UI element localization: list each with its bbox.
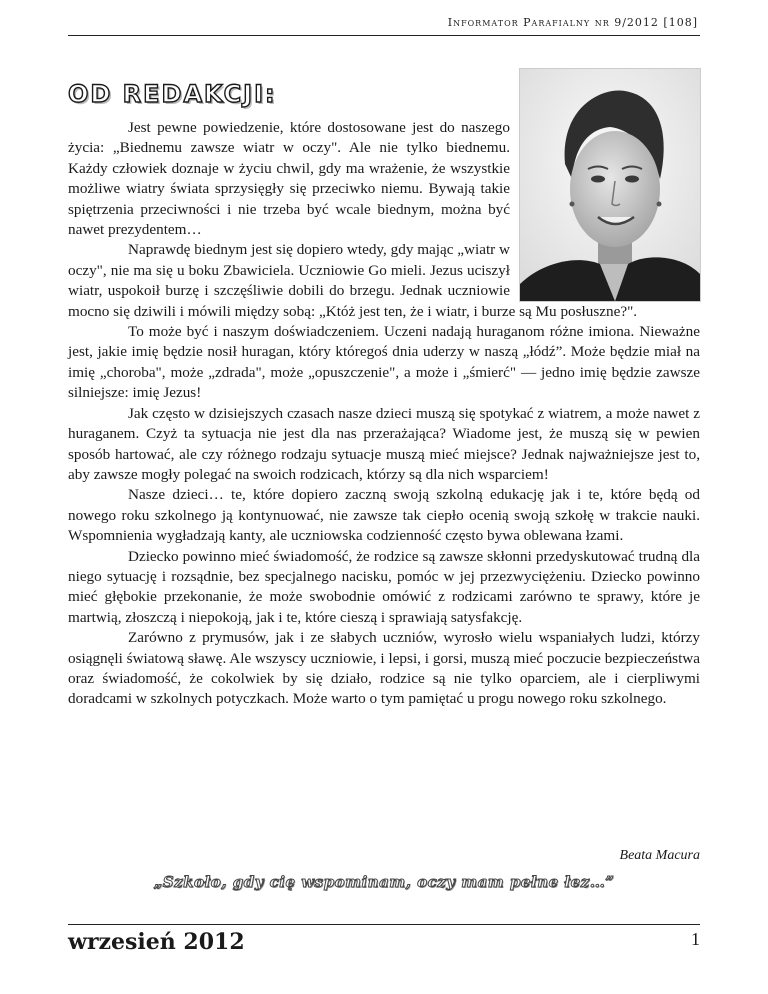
article-paragraph: To może być i naszym doświadczeniem. Uczeni nadają huraganom różne imiona. Nieważne jest, jakie imię będzie nosił huragan, który któregoś dnia uderzy w naszą „łódź”. Może będzie miał na imię „choroba", może „zdrada", może „opuszczenie", a może i „śmierć" — jedno imię będzie zawsze silniejsze: imię Jezus! (68, 323, 700, 402)
article-paragraph: Jak często w dzisiejszych czasach nasze dzieci muszą się spotykać z wiatrem, a może nawet z huraganem. Czyż ta sytuacja nie jest dla nas przerażająca? Wiadome jest, że muszą się w pewien sposób hartować, ale czy różnego rodzaju sytuacje muszą mieć miejsce? Jednak najważniejsze jest to, aby zawsze mogły polegać na swoich rodzicach, którzy są dla nich wsparciem! (68, 404, 700, 483)
page-number: 1 (691, 929, 700, 949)
footer-date: wrzesień 2012 (68, 929, 245, 955)
article-paragraph: Nasze dzieci… te, które dopiero zaczną swoją szkolną edukację jak i te, które będą od nowego roku szkolnego ją kontynuować, nie zawsze tak ciepło ocenią swoją szkołę w trakcie nauki. Wspomnienia wygładzają kanty, ale uczniowska codzienność często bywa oblewana łzami. (68, 486, 700, 545)
article-paragraph: Zarówno z prymusów, jak i ze słabych uczniów, wyrosło wielu wspaniałych ludzi, którzy osiągnęli światową sławę. Ale wszyscy uczniowie, i lepsi, i gorsi, muszą mieć poczucie bezpieczeństwa oraz świadomość, że cokolwiek by się działo, rodzice są nie tylko oparciem, ale i cierpliwymi doradcami w szkolnych potyczkach. Może warto o tym pamiętać u progu nowego roku szkolnego. (68, 629, 700, 708)
article-paragraph: Dziecko powinno mieć świadomość, że rodzice są zawsze skłonni przedyskutować trudną dla niego sytuację i rozsądnie, bez specjalnego nacisku, pomóc w jej przezwyciężeniu. Dziecko powinno mieć głębokie przekonanie, że może swobodnie omówić z rodzicami zarówno te sprawy, które je martwią, złoszczą i niepokoją, jak i te, które cieszą i sprawiają satysfakcję. (68, 547, 700, 626)
section-title: OD REDAKCJI: (68, 80, 277, 108)
article-paragraph: Jest pewne powiedzenie, które dostosowane jest do naszego życia: „Biednemu zawsze wiatr w oczy". Ale nie tylko biednemu. Każdy człowiek doznaje w życiu chwil, gdy ma wrażenie, że wszystkie możliwe wiatry świata sprzysięgły się przeciwko niemu. Bywają takie spiętrzenia przeciwności i nie trzeba być wcale biednym, można być nawet prezydentem… (68, 119, 510, 239)
article-paragraph: Naprawdę biednym jest się dopiero wtedy, gdy mając „wiatr w oczy", nie ma się u boku Zbawiciela. Uczniowie Go mieli. Jezus uciszył wiatr, uspokoił burzę i szczęśliwie dobili do brzegu. Jednak uczniowie mocno się dziwili i mówili między sobą: „Któż jest ten, że i wiatr, i burze są Mu posłuszne?". (68, 241, 638, 320)
author-signature: Beata Macura (619, 848, 700, 863)
header-title: Informator Parafialny nr 9/2012 [108] (447, 16, 698, 29)
header-divider (68, 35, 700, 36)
closing-quote: „Szkoło, gdy cię wspominam, oczy mam pełne łez…” (153, 873, 615, 891)
article-body (68, 118, 700, 710)
photo-spacer (510, 118, 700, 298)
footer-divider (68, 924, 700, 925)
